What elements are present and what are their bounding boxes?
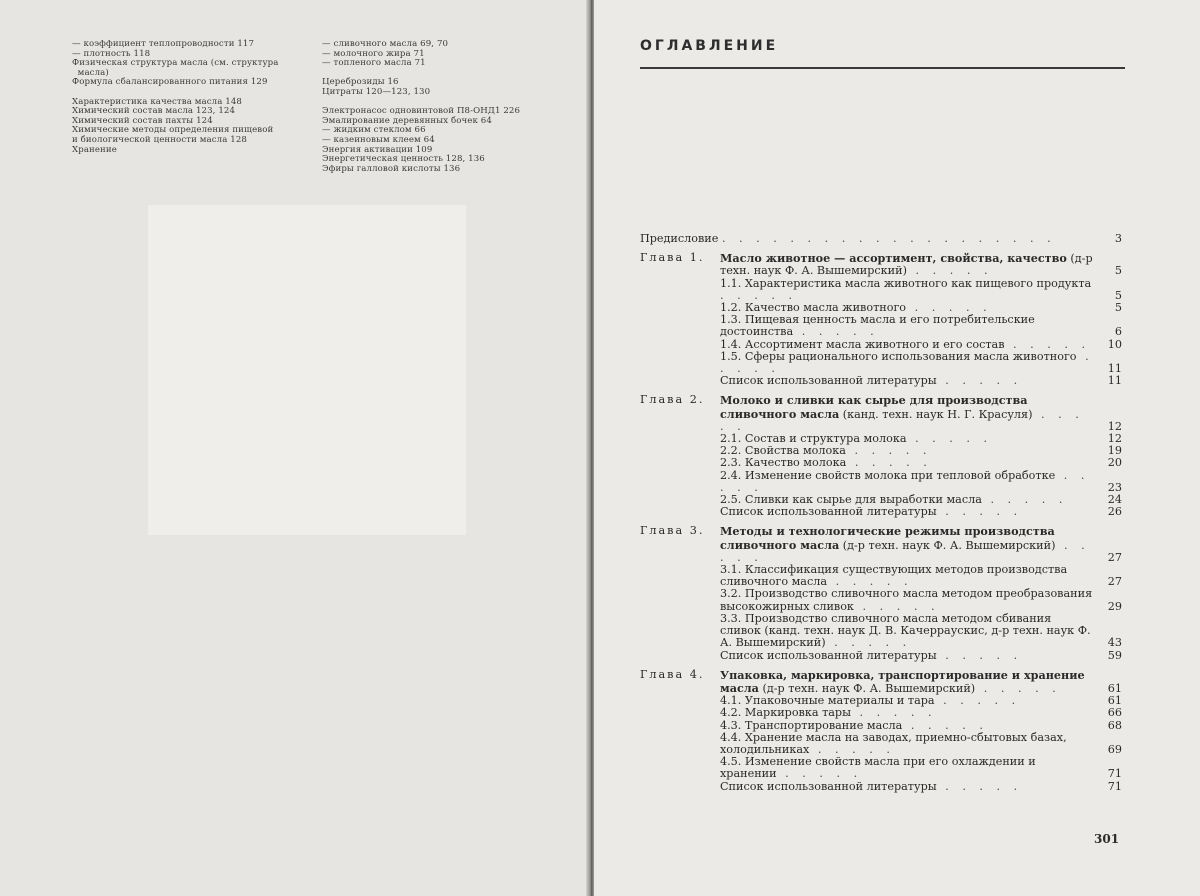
chapter-entry xyxy=(640,669,1128,695)
section-number: 1.3. xyxy=(720,313,742,327)
leader-dots: . . . . . xyxy=(936,374,1023,388)
leader-dots: . . . . . xyxy=(793,325,879,339)
chapter-block xyxy=(640,394,1128,518)
section-title: Классификация существующих методов производства сливочного масла xyxy=(720,563,1068,589)
section-entry xyxy=(640,756,1128,780)
page-number: 11 xyxy=(1107,362,1122,376)
leader-dots: . . . . . xyxy=(720,468,1090,494)
index-entry: и биологической ценности масла 128 xyxy=(72,134,247,145)
chapter-author: (д-р техн. наук Ф. А. Вышемирский) xyxy=(762,681,976,695)
section-number: 4.1. xyxy=(720,694,742,708)
section-number: 3.3. xyxy=(720,611,742,625)
page-number: 24 xyxy=(1107,493,1122,507)
index-entry: — казеиновым клеем 64 xyxy=(322,134,435,145)
index-column-2 xyxy=(322,40,567,174)
index-entry: Хранение xyxy=(72,144,117,155)
page-number: 19 xyxy=(1107,444,1122,458)
blank-area xyxy=(148,205,466,535)
section-title: Сферы рационального использования масла животного xyxy=(744,349,1077,363)
chapter-title: Масло животное — ассортимент, свойства, качество xyxy=(720,251,1067,266)
preface-label: Предисловие xyxy=(640,232,719,245)
leader-dots: . . . . . xyxy=(825,636,912,650)
section-title: Производство сливочного масла методом преобразования высокожирных сливок xyxy=(720,587,1093,613)
leader-dots: . . . . . xyxy=(975,681,1061,695)
index-entry: Электронасос одновинтовой П8-ОНД1 226 xyxy=(322,106,521,117)
leader-dots: . . . . . xyxy=(809,742,895,756)
leader-dots: . . . . . xyxy=(906,432,993,446)
index-entry: — топленого масла 71 xyxy=(322,58,426,69)
page-number: 29 xyxy=(1107,599,1122,613)
index-entry: Энергия активации 109 xyxy=(322,144,433,155)
chapter-heading xyxy=(720,525,1128,564)
section-entry xyxy=(640,470,1128,494)
page-number: 61 xyxy=(1107,681,1122,695)
index-entry: Эмалирование деревянных бочек 64 xyxy=(322,115,492,126)
leader-dots: . . . . . xyxy=(851,706,937,720)
section-title: Изменение свойств масла при его охлаждении и хранении xyxy=(720,755,1036,781)
leader-dots: . . . . . xyxy=(845,444,932,458)
page-number: 71 xyxy=(1107,779,1122,793)
page-number: 71 xyxy=(1107,767,1122,781)
page-number: 27 xyxy=(1107,575,1122,589)
chapter-author: (д-р техн. наук Ф. А. Вышемирский) xyxy=(842,538,1056,552)
section-number: 1.1. xyxy=(720,276,742,290)
section-title: Список использованной литературы xyxy=(720,374,937,388)
page-number: 5 xyxy=(1114,301,1122,315)
page-number: 59 xyxy=(1107,648,1122,662)
chapter-entry xyxy=(640,525,1128,564)
page-folio: 301 xyxy=(1094,832,1120,846)
section-entry xyxy=(640,314,1128,338)
section-entry xyxy=(640,506,1128,518)
leader-dots: . . . . . xyxy=(853,599,940,613)
section-title: Пищевая ценность масла и его потребительские достоинства xyxy=(720,313,1035,339)
section-title: Хранение масла на заводах, приемно-сбытовых базах, холодильниках xyxy=(720,730,1067,756)
section-entry xyxy=(640,732,1128,756)
leader-dots: . . . . . xyxy=(720,407,1084,433)
section-number: 1.4. xyxy=(720,337,742,351)
section-title: Список использованной литературы xyxy=(720,779,937,793)
page-number: 10 xyxy=(1107,337,1122,351)
page-number: 20 xyxy=(1107,456,1122,470)
section-entry xyxy=(640,781,1128,793)
chapter-title: Упаковка, маркировка, транспортирование и хранение масла xyxy=(720,667,1085,695)
index-entry: Цитраты 120—123, 130 xyxy=(322,86,431,97)
page-number: 12 xyxy=(1107,432,1122,446)
page-number: 69 xyxy=(1107,742,1122,756)
section-entry xyxy=(640,375,1128,387)
page-number: 23 xyxy=(1107,480,1122,494)
chapter-title: Методы и технологические режимы производства сливочного масла xyxy=(720,524,1055,552)
chapter-heading xyxy=(720,669,1128,695)
chapter-author: (канд. техн. наук Н. Г. Красуля) xyxy=(842,407,1033,421)
leader-dots: . . . . . xyxy=(936,505,1023,519)
index-entry: — молочного жира 71 xyxy=(322,48,425,59)
page-number: 12 xyxy=(1107,419,1122,433)
index-entry: Формула сбалансированного питания 129 xyxy=(72,77,268,88)
section-number: 2.3. xyxy=(720,456,742,470)
section-number: 4.3. xyxy=(720,718,742,732)
preface-entry xyxy=(640,233,1128,245)
index-entry: Физическая структура масла (см. структура xyxy=(72,58,279,69)
chapter-block xyxy=(640,669,1128,793)
leader-dots: . . . . . xyxy=(936,648,1023,662)
section-entry xyxy=(640,613,1128,650)
section-title: Упаковочные материалы и тара xyxy=(744,694,935,708)
section-number: 2.2. xyxy=(720,444,742,458)
chapter-entry xyxy=(640,252,1128,277)
chapter-entry xyxy=(640,394,1128,433)
chapter-heading xyxy=(720,394,1128,433)
page-number: 26 xyxy=(1107,505,1122,519)
index-entry: Химический состав масла 123, 124 xyxy=(72,106,236,117)
index-entry: Энергетическая ценность 128, 136 xyxy=(322,154,485,165)
leader-dots: . . . . . xyxy=(720,288,798,302)
leader-dots: . . . . . xyxy=(981,493,1068,507)
page-number: 61 xyxy=(1107,694,1122,708)
table-of-contents xyxy=(640,233,1128,793)
leader-dots: . . . . . xyxy=(934,694,1021,708)
leader-dots: . . . . . xyxy=(846,456,932,470)
section-title: Транспортирование масла xyxy=(744,718,903,732)
section-number: 4.4. xyxy=(720,730,742,744)
index-entry: — сливочного масла 69, 70 xyxy=(322,39,449,49)
page-number: 11 xyxy=(1107,374,1122,388)
section-number: 2.4. xyxy=(720,468,742,482)
leader-dots: . . . . . xyxy=(720,538,1090,564)
index-entry: масла) xyxy=(72,67,109,78)
page-number: 68 xyxy=(1107,718,1122,732)
left-page xyxy=(0,0,588,896)
leader-dots: . . . . . xyxy=(906,301,992,315)
leader-dots: . . . . . xyxy=(776,767,863,781)
leader-dots: . . . . . xyxy=(936,779,1023,793)
section-title: Качество молока xyxy=(744,456,847,470)
section-number: 2.1. xyxy=(720,432,742,446)
index-entry: Химические методы определения пищевой xyxy=(72,125,274,136)
section-number: 1.2. xyxy=(720,301,742,315)
section-title: Сливки как сырье для выработки масла xyxy=(744,493,982,507)
section-title: Характеристика масла животного как пищевого продукта xyxy=(744,276,1092,290)
page-number: 5 xyxy=(1114,264,1122,278)
section-title: Качество масла животного xyxy=(744,301,907,315)
index-entry: — плотность 118 xyxy=(72,48,151,59)
page-number: 3 xyxy=(1114,232,1122,245)
section-number: 3.1. xyxy=(720,563,742,577)
section-number: 1.5. xyxy=(720,349,742,363)
chapter-title: Молоко и сливки как сырье для производства сливочного масла xyxy=(720,393,1028,421)
page-number: 27 xyxy=(1107,550,1122,564)
page-number: 6 xyxy=(1114,325,1122,339)
section-entry xyxy=(640,351,1128,375)
index-entry: Цереброзиды 16 xyxy=(322,77,399,88)
leader-dots: . . . . . xyxy=(827,575,913,589)
chapter-block xyxy=(640,252,1128,387)
section-number: 2.5. xyxy=(720,493,742,507)
section-title: Состав и структура молока xyxy=(744,432,907,446)
chapter-number: Глава 2. xyxy=(640,393,705,407)
chapter-block xyxy=(640,525,1128,661)
index-entry: — коэффициент теплопроводности 117 xyxy=(72,39,255,49)
leader-dots: . . . . . xyxy=(720,349,1094,376)
page-number: 5 xyxy=(1114,288,1122,302)
section-number: 4.5. xyxy=(720,755,742,769)
leader-dots: . . . . . xyxy=(902,718,988,732)
chapter-number: Глава 1. xyxy=(640,251,705,265)
section-title: Список использованной литературы xyxy=(720,505,937,519)
chapter-number: Глава 4. xyxy=(640,667,705,681)
index-entry: Характеристика качества масла 148 xyxy=(72,96,242,107)
chapter-heading xyxy=(720,252,1128,277)
section-title: Свойства молока xyxy=(744,444,846,458)
section-number: 4.2. xyxy=(720,706,742,720)
section-title: Ассортимент масла животного и его состав xyxy=(744,337,1005,351)
leader-dots: . . . . . xyxy=(1004,337,1091,351)
index-entry: Эфиры галловой кислоты 136 xyxy=(322,163,461,174)
section-title: Изменение свойств молока при тепловой обработке xyxy=(744,468,1056,482)
leader-dots: . . . . . . . . . . . . . . . . . . . . xyxy=(721,232,1056,245)
chapter-number: Глава 3. xyxy=(640,524,705,538)
section-entry xyxy=(640,650,1128,662)
section-title: Маркировка тары xyxy=(744,706,851,720)
leader-dots: . . . . . xyxy=(906,264,993,278)
index-column-1 xyxy=(72,40,312,155)
section-entry xyxy=(640,564,1128,588)
toc-title: ОГЛАВЛЕНИЕ xyxy=(640,38,779,54)
title-rule xyxy=(640,67,1125,69)
section-entry xyxy=(640,278,1128,302)
chapter-author: (д-р техн. наук Ф. А. Вышемирский) xyxy=(720,252,1093,278)
section-title: Производство сливочного масла методом сбивания сливок (канд. техн. наук Д. В. Качерраускис, д-р техн. наук Ф. А. Вышемирский) xyxy=(720,611,1091,650)
section-number: 3.2. xyxy=(720,587,742,601)
section-title: Список использованной литературы xyxy=(720,648,937,662)
section-entry xyxy=(640,588,1128,612)
index-entry: Химический состав пахты 124 xyxy=(72,115,213,126)
page-number: 66 xyxy=(1107,706,1122,720)
page-number: 43 xyxy=(1107,636,1122,650)
index-entry: — жидким стеклом 66 xyxy=(322,125,426,136)
